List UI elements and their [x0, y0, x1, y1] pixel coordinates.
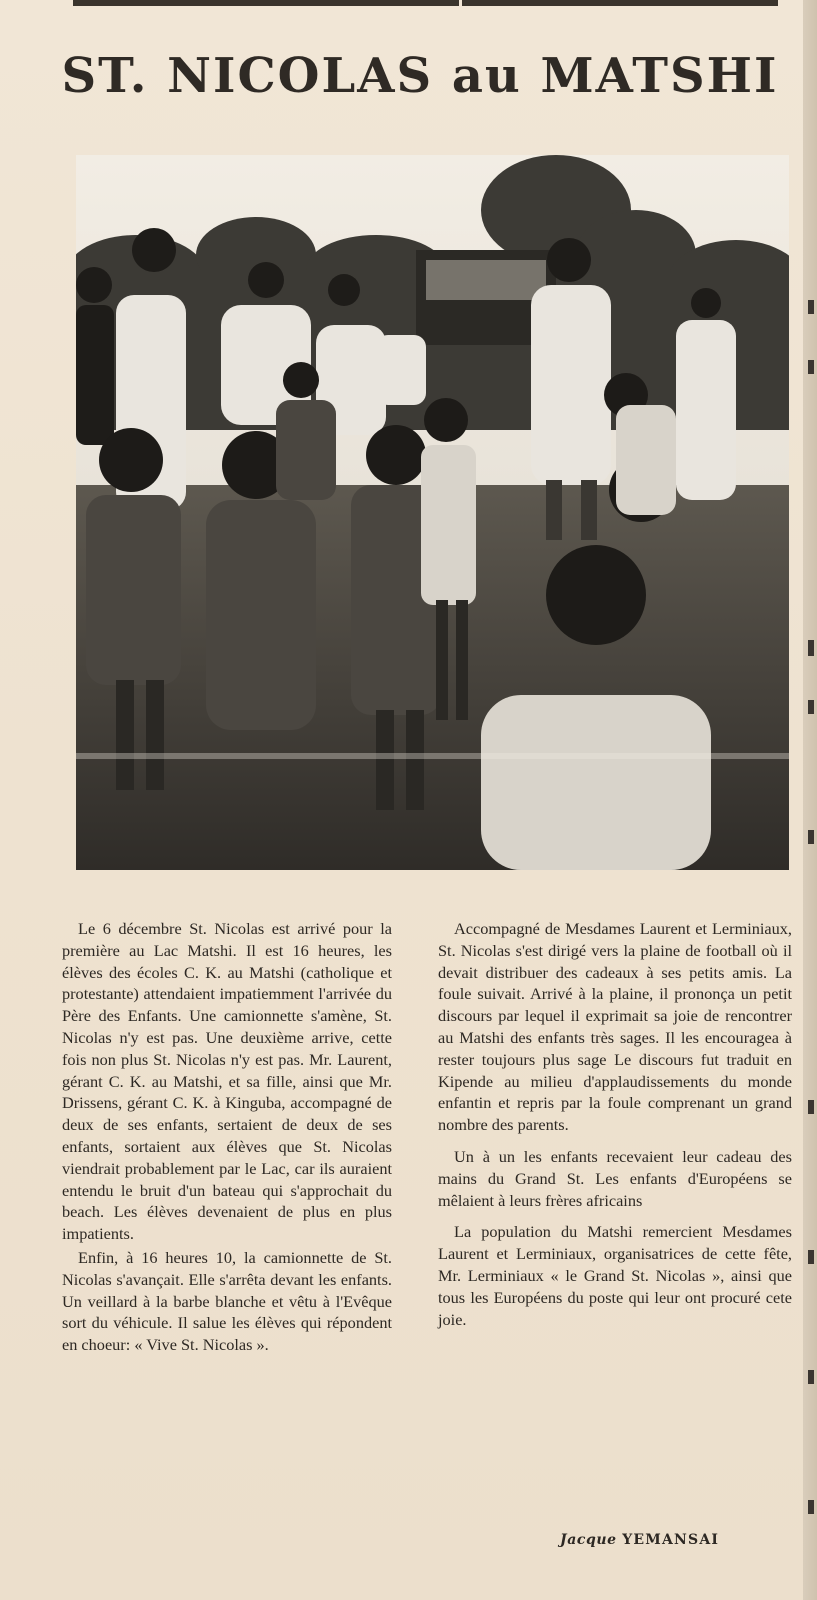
article-photo	[76, 155, 789, 870]
byline-surname: YEMANSAI	[622, 1532, 720, 1548]
byline-first-name: Jacque	[560, 1532, 617, 1548]
byline	[560, 1532, 790, 1548]
article-column-left	[62, 918, 392, 1356]
article-column-right	[438, 918, 792, 1330]
paragraph: Le 6 décembre St. Nicolas est arrivé pour la première au Lac Matshi. Il est 16 heures, les élèves des écoles C. K. au Matshi (catholique et protestante) attendaient impatiemment l'arrivée du Père des Enfants. Une camionnette s'amène, St. Nicolas n'y est pas. Une deuxième arrive, cette fois non plus St. Nicolas n'y est pas. Mr. Laurent, gérant C. K. au Matshi, et sa fille, ainsi que Mr. Drissens, gérant C. K. à Kinguba, accompagné de deux de ses enfants, sertaient de deux de ses enfants, sortaient aux élèves que St. Nicolas viendrait probablement par le Lac, car ils auraient entendu le bruit d'un bateau qui s'approchait du beach. Les élèves devenaient de plus en plus impatients.	[62, 919, 392, 1244]
top-rule	[73, 0, 459, 6]
headline: ST. NICOLAS au MATSHI	[61, 48, 779, 104]
paragraph: Accompagné de Mesdames Laurent et Lerminiaux, St. Nicolas s'est dirigé vers la plaine de football où il devait distribuer des cadeaux à ses petits amis. La foule suivait. Arrivé à la plaine, il prononça un petit discours par lequel il exprimait sa joie de rencontrer au Matshi des enfants très sages. Il les encouragea à rester toujours plus sage Le discours fut traduit en Kipende au milieu d'applaudissements du monde enfantin et repris par la foule comprenant un grand nombre des parents.	[438, 919, 792, 1135]
paragraph: Enfin, à 16 heures 10, la camionnette de St. Nicolas s'avançait. Elle s'arrêta devant les enfants. Un veillard à la barbe blanche et vêtu à l'Evêque sort du véhicule. Il salue les élèves qui répondent en choeur: « Vive St. Nicolas ».	[62, 1247, 392, 1355]
adjacent-page-edge	[803, 0, 817, 1600]
paragraph: Un à un les enfants recevaient leur cadeau des mains du Grand St. Les enfants d'Européens se mêlaient à leurs frères africains	[438, 1146, 792, 1210]
paragraph: La population du Matshi remercient Mesdames Laurent et Lerminiaux, organisatrices de cette fête, Mr. Lerminiaux « le Grand St. Nicolas », ainsi que tous les Européens du poste qui leur ont procuré cete joie.	[438, 1222, 792, 1329]
top-rule	[462, 0, 778, 6]
